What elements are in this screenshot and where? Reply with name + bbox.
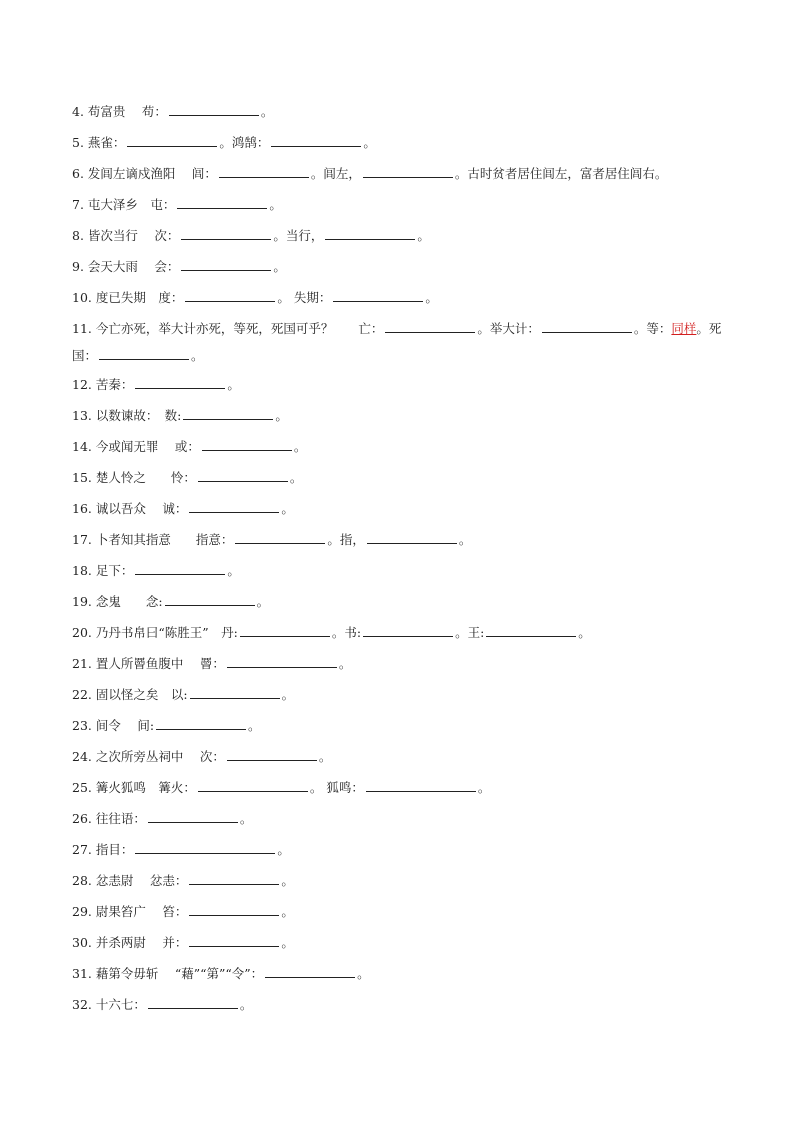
question-text: 。书:: [331, 625, 362, 640]
question-text: 。: [357, 966, 370, 981]
question-text: 。死国：: [72, 321, 722, 363]
question-text: 。: [289, 470, 303, 485]
question-text: 。: [425, 290, 438, 305]
question-text: 18. 足下：: [72, 563, 134, 578]
question-text: 。: [578, 625, 591, 640]
answer-blank[interactable]: [367, 531, 457, 544]
question-text: 21. 置人所罾鱼腹中 罾：: [72, 656, 225, 671]
question-row: [72, 834, 732, 865]
question-text: 19. 念鬼 念:: [72, 594, 163, 609]
question-row: [72, 679, 732, 710]
question-row: [72, 741, 732, 772]
question-text: 。: [338, 656, 352, 671]
question-text: 。: [227, 377, 240, 392]
question-text: 。: [458, 532, 472, 547]
answer-blank[interactable]: [190, 686, 280, 699]
answer-blank[interactable]: [189, 903, 279, 916]
question-text: 。: [277, 842, 290, 857]
answer-text: 同样: [671, 321, 697, 336]
question-text: 17. 卜者知其指意 指意：: [72, 532, 234, 547]
question-row: [72, 282, 732, 313]
question-row: [72, 803, 732, 834]
answer-blank[interactable]: [202, 438, 292, 451]
question-text: 。: [281, 935, 294, 950]
question-text: 6. 发闾左谪戍渔阳 闾：: [72, 166, 217, 181]
answer-blank[interactable]: [542, 320, 632, 333]
answer-blank[interactable]: [135, 841, 275, 854]
worksheet: [72, 96, 732, 1020]
answer-blank[interactable]: [181, 227, 271, 240]
answer-blank[interactable]: [198, 469, 288, 482]
question-text: 28. 忿恚尉 忿恚：: [72, 873, 188, 888]
question-row: [72, 586, 732, 617]
answer-blank[interactable]: [333, 289, 423, 302]
question-text: 。: [256, 594, 270, 609]
question-text: 。: [363, 135, 376, 150]
question-text: 9. 会天大雨 会：: [72, 259, 180, 274]
answer-blank[interactable]: [227, 748, 317, 761]
question-text: 。: [318, 749, 332, 764]
question-text: 。: [191, 348, 204, 363]
answer-blank[interactable]: [99, 347, 189, 360]
question-row: [72, 251, 732, 282]
question-text: 16. 诚以吾众 诚：: [72, 501, 188, 516]
question-text: 。: [417, 228, 430, 243]
question-row: [72, 989, 732, 1020]
question-row: [72, 189, 732, 220]
question-text: 8. 皆次当行 次：: [72, 228, 180, 243]
answer-blank[interactable]: [219, 165, 309, 178]
answer-blank[interactable]: [363, 624, 453, 637]
question-text: 25. 篝火狐鸣 篝火：: [72, 780, 196, 795]
question-text: 12. 苦秦：: [72, 377, 134, 392]
answer-blank[interactable]: [325, 227, 415, 240]
question-row: [72, 462, 732, 493]
question-text: 。: [239, 811, 253, 826]
question-text: 。: [260, 104, 274, 119]
question-text: 。举大计：: [477, 321, 540, 336]
question-text: 。当行，: [273, 228, 324, 243]
question-text: 4. 苟富贵 苟：: [72, 104, 167, 119]
question-row: [72, 896, 732, 927]
question-text: 。闾左，: [310, 166, 361, 181]
question-row: [72, 617, 732, 648]
question-text: 29. 尉果笞广 笞：: [72, 904, 188, 919]
answer-blank[interactable]: [156, 717, 246, 730]
question-row: [72, 958, 732, 989]
question-row: [72, 369, 732, 400]
question-row: [72, 710, 732, 741]
question-text: 。等：: [633, 321, 672, 336]
question-text: 7. 屯大泽乡 屯：: [72, 197, 176, 212]
question-row: [72, 96, 732, 127]
answer-blank[interactable]: [135, 562, 225, 575]
question-row: [72, 524, 732, 555]
question-row: [72, 927, 732, 958]
question-row: [72, 865, 732, 896]
question-text: 11. 今亡亦死，举大计亦死，等死，死国可乎？ 亡：: [72, 321, 384, 336]
question-text: 30. 并杀两尉 并：: [72, 935, 188, 950]
question-text: 24. 之次所旁丛祠中 次：: [72, 749, 225, 764]
question-text: 。: [275, 408, 288, 423]
question-text: 32. 十六七：: [72, 997, 146, 1012]
question-text: 。: [227, 563, 240, 578]
answer-blank[interactable]: [363, 165, 453, 178]
question-row: [72, 400, 732, 431]
answer-blank[interactable]: [189, 934, 279, 947]
question-text: 22. 固以怪之矣 以:: [72, 687, 188, 702]
answer-blank[interactable]: [189, 500, 279, 513]
question-text: 14. 今或闻无罪 或：: [72, 439, 200, 454]
answer-blank[interactable]: [240, 624, 330, 637]
question-text: 27. 指目：: [72, 842, 134, 857]
answer-blank[interactable]: [135, 376, 225, 389]
question-row: [72, 127, 732, 158]
question-text: 。: [239, 997, 253, 1012]
answer-blank[interactable]: [366, 779, 476, 792]
question-text: 。: [477, 780, 491, 795]
question-text: 。: [281, 501, 294, 516]
question-row: [72, 493, 732, 524]
answer-blank[interactable]: [177, 196, 267, 209]
question-text: 。古时贫者居住闾左，富者居住闾右。: [454, 166, 668, 181]
question-text: 。: [281, 904, 294, 919]
answer-blank[interactable]: [183, 407, 273, 420]
question-text: 。: [248, 718, 261, 733]
question-text: 。: [281, 687, 295, 702]
question-text: 。王:: [455, 625, 485, 640]
question-row: [72, 220, 732, 251]
question-text: 。: [269, 197, 282, 212]
question-row: [72, 555, 732, 586]
question-text: 。指，: [327, 532, 365, 547]
answer-blank[interactable]: [127, 134, 217, 147]
question-text: 26. 往往语：: [72, 811, 146, 826]
answer-blank[interactable]: [235, 531, 325, 544]
question-text: 5. 燕雀：: [72, 135, 126, 150]
question-text: 23. 间令 间:: [72, 718, 155, 733]
answer-blank[interactable]: [181, 258, 271, 271]
answer-blank[interactable]: [148, 996, 238, 1009]
answer-blank[interactable]: [185, 289, 275, 302]
answer-blank[interactable]: [198, 779, 308, 792]
question-text: 。: [281, 873, 294, 888]
answer-blank[interactable]: [271, 134, 361, 147]
question-row: [72, 158, 732, 189]
answer-blank[interactable]: [385, 320, 475, 333]
question-text: 。: [293, 439, 307, 454]
answer-blank[interactable]: [165, 593, 255, 606]
question-text: 20. 乃丹书帛曰“陈胜王” 丹:: [72, 625, 238, 640]
question-row: [72, 431, 732, 462]
question-row: [72, 313, 732, 369]
answer-blank[interactable]: [227, 655, 337, 668]
question-text: 15. 楚人怜之 怜：: [72, 470, 196, 485]
question-row: [72, 772, 732, 803]
answer-blank[interactable]: [189, 872, 279, 885]
question-text: 10. 度已失期 度：: [72, 290, 184, 305]
question-text: 。 狐鸣：: [309, 780, 364, 795]
question-text: 13. 以数谏故： 数:: [72, 408, 182, 423]
answer-blank[interactable]: [148, 810, 238, 823]
question-text: 。 失期：: [277, 290, 332, 305]
question-row: [72, 648, 732, 679]
answer-blank[interactable]: [265, 965, 355, 978]
question-text: 31. 藉第令毋斩 “藉”“第”“令”：: [72, 966, 264, 981]
question-text: 。鸿鹄：: [219, 135, 270, 150]
answer-blank[interactable]: [169, 103, 259, 116]
answer-blank[interactable]: [486, 624, 576, 637]
question-text: 。: [273, 259, 286, 274]
